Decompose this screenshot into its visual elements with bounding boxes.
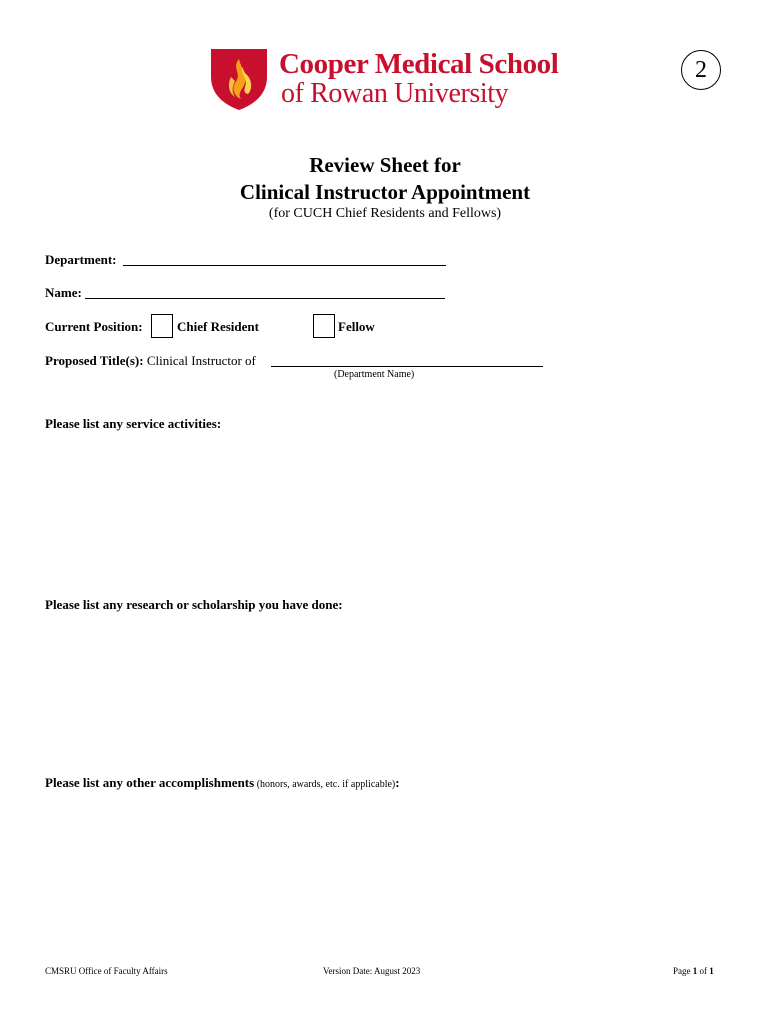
service-activities-heading: Please list any service activities: xyxy=(45,416,222,431)
name-field[interactable] xyxy=(85,298,445,299)
footer-version-date: Version Date: August 2023 xyxy=(323,966,421,976)
page-marker-number: 2 xyxy=(695,56,707,83)
footer-page-prefix: Page xyxy=(673,966,693,976)
logo-wordmark-line1: Cooper Medical School xyxy=(279,48,559,80)
current-position-label: Current Position: xyxy=(45,319,143,334)
footer-page-of: of xyxy=(697,966,710,976)
other-accomplishments-area[interactable] xyxy=(45,796,725,946)
proposed-department-field[interactable] xyxy=(271,366,543,367)
chief-resident-checkbox[interactable] xyxy=(151,314,173,338)
document-title-line1: Review Sheet for xyxy=(309,153,461,177)
cmsru-shield-logo xyxy=(209,47,269,111)
research-heading: Please list any research or scholarship you have done: xyxy=(45,597,343,612)
other-accomplishments-note: (honors, awards, etc. if applicable) xyxy=(254,779,396,790)
service-activities-area[interactable] xyxy=(45,436,725,586)
logo-wordmark-line2: of Rowan University xyxy=(281,78,509,109)
document-title-line2: Clinical Instructor Appointment xyxy=(239,180,531,204)
department-label: Department: xyxy=(45,252,117,267)
other-accomplishments-label: Please list any other accomplishments xyxy=(45,775,255,790)
department-name-hint: (Department Name) xyxy=(334,369,415,380)
footer-page-total: 1 xyxy=(709,966,714,976)
fellow-option-label: Fellow xyxy=(338,319,375,334)
proposed-title-row xyxy=(45,353,256,369)
chief-resident-option-label: Chief Resident xyxy=(177,319,259,334)
name-label: Name: xyxy=(45,285,82,300)
page-marker-circle xyxy=(681,50,721,90)
proposed-title-label: Proposed Title(s): xyxy=(45,353,144,368)
footer-office: CMSRU Office of Faculty Affairs xyxy=(45,966,168,976)
footer-page-current: 1 xyxy=(692,966,698,976)
department-field[interactable] xyxy=(123,265,446,266)
other-accomplishments-colon: : xyxy=(395,775,400,790)
research-area[interactable] xyxy=(45,616,725,766)
fellow-checkbox[interactable] xyxy=(313,314,335,338)
document-subtitle: (for CUCH Chief Residents and Fellows) xyxy=(268,206,502,221)
other-accomplishments-heading xyxy=(45,775,400,791)
footer-page-number xyxy=(673,966,714,976)
proposed-title-text: Clinical Instructor of xyxy=(143,353,256,368)
